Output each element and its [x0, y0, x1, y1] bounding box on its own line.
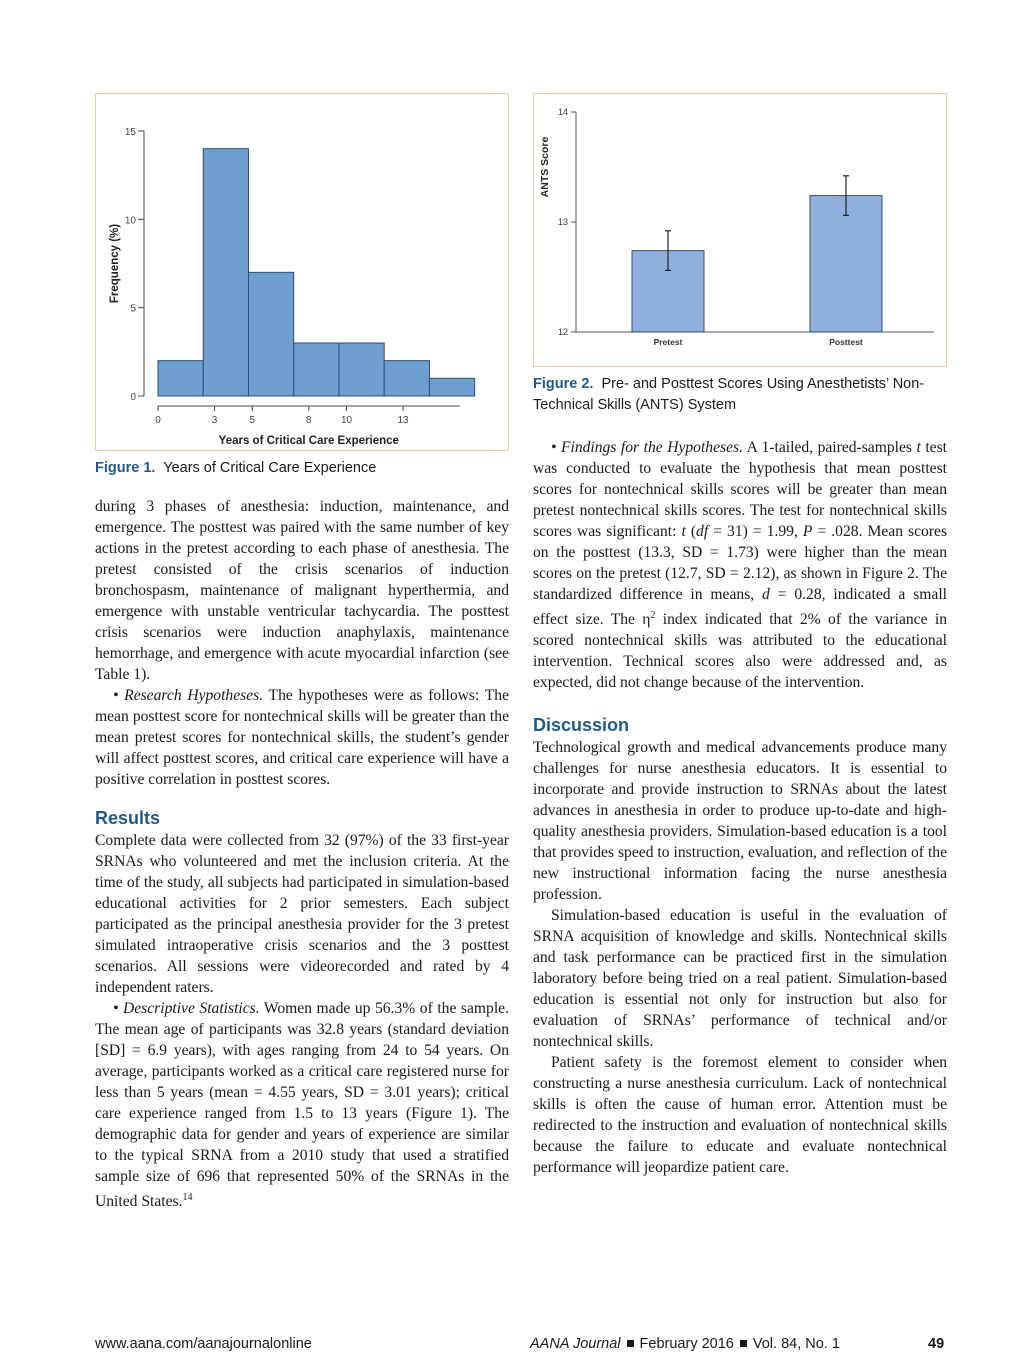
y-axis-label: ANTS Score — [539, 136, 551, 198]
figure1-histogram — [96, 94, 508, 450]
descriptive-statistics-text: Women made up 56.3% of the sample. The mean age of participants was 32.8 years (standard deviation [SD] = 6.9 years), with ages ranging from 24 to 54 years. On average, participants worked as a critical care registered nurse for less than 5 years (mean = 4.55 years, SD = 3.01 years); critical care experience ranged from 1.5 to 13 years (Figure 1). The demographic data for gender and years of experience are similar to the typical SRNA from a 2010 study that used a stratified sample size of 696 that represented 50% of the SRNAs in the United States. — [95, 1000, 509, 1211]
y-tick-label-3: 15 — [124, 127, 136, 138]
findings-text-g: index indicated that 2% of the variance in scored nontechnical skills was attributed to the educational intervention. Technical scores also were addressed and, as expected, did not change because of the intervention. — [533, 611, 947, 692]
x-tick-label-4: 10 — [340, 415, 353, 426]
x-tick-label-pretest: Pretest — [653, 337, 683, 347]
histogram-bar-2 — [248, 272, 293, 396]
right-paragraph-3: Simulation-based education is useful in the evaluation of SRNA acquisition of knowledge and skills. Nontechnical skills and task performance can be practiced first in the simulation laboratory before being tried on a real patient. Simulation-based education is essential not only for instruction but also for evaluation of SRNAs’ performance of technical and/or nontechnical skills. — [533, 907, 947, 1051]
research-hypotheses-text: The hypotheses were as follows: The mean posttest score for nontechnical skills will be greater than the mean pretest scores for nontechnical skills, the student’s gender will affect posttest scores, and critical care experience will have a positive correlation in posttest scores. — [95, 687, 509, 788]
left-column — [95, 93, 509, 1212]
histogram-bar-6 — [429, 378, 474, 396]
right-column — [533, 93, 947, 1178]
x-axis-label: Years of Critical Care Experience — [218, 435, 399, 447]
findings-text-d: = 31) = 1.99, — [708, 523, 803, 540]
left-paragraph-4 — [95, 998, 509, 1212]
figure1-label: Figure 1. — [95, 460, 156, 476]
findings-text-a: A 1-tailed, paired-samples — [742, 439, 917, 456]
histogram-bar-1 — [203, 149, 248, 396]
left-paragraph-2 — [95, 685, 509, 790]
findings-t: t — [916, 439, 921, 456]
histogram-bar-0 — [158, 361, 203, 396]
right-paragraph-1 — [533, 437, 947, 693]
square-bullet-icon — [740, 1340, 747, 1347]
footer-journal-name: AANA Journal — [530, 1336, 621, 1352]
histogram-bar-4 — [339, 343, 384, 396]
y-tick-label-1: 5 — [130, 303, 136, 315]
x-tick-label-1: 3 — [211, 415, 218, 426]
left-paragraph-3: Complete data were collected from 32 (97%) of the 33 first-year SRNAs who volunteered and met the inclusion criteria. At the time of the study, all subjects had participated in simulation-based educational activities for 2 prior semesters. Each subject participated as the principal anesthesia provider for the 3 pretest simulated intraoperative crisis scenarios and the 3 posttest scenarios. All sessions were videorecorded and rated by 4 independent raters. — [95, 832, 509, 996]
histogram-bar-5 — [384, 361, 429, 396]
findings-text-e: = .028. Mean scores on the posttest (13.3, SD = 1.73) were higher than the mean scores on the pretest (12.7, SD = 2.12), as shown in Figure 2. The standardized difference in means, — [533, 523, 948, 603]
y-tick-label-0: 0 — [130, 392, 136, 403]
footer-journal — [530, 1336, 840, 1352]
footer-volume: Vol. 84, No. 1 — [752, 1336, 840, 1352]
x-tick-label-posttest: Posttest — [829, 337, 863, 347]
findings-text-b: test was conducted to evaluate the hypothesis that mean posttest scores for nontechnical skills scores will be greater than mean pretest nontechnical skills scores. The test for nontechnical skills scores was significant: — [533, 439, 947, 540]
eta-squared-sup: 2 — [650, 610, 656, 621]
footer-url: www.aana.com/aanajournalonline — [95, 1336, 312, 1352]
figure2-bar-chart — [534, 94, 946, 366]
findings-d: d — [762, 586, 770, 603]
findings-text-c: ( — [685, 523, 697, 540]
findings-t2: t — [681, 523, 686, 540]
y-tick-label-2: 10 — [124, 215, 136, 227]
figure1-caption — [95, 458, 509, 479]
left-paragraph-1: during 3 phases of anesthesia: induction, maintenance, and emergence. The posttest was paired with the same number of key actions in the pretest according to each phase of anesthesia. The pretest consisted of the crisis scenarios of induction bronchospasm, maintenance of malignant hyperthermia, and emergence with unstable ventricular tachycardia. The posttest crisis scenarios were induction anaphylaxis, maintenance hemorrhage, and emergence with acute myocardial infarction (see Table 1). — [95, 498, 509, 683]
x-tick-label-5: 13 — [397, 415, 409, 426]
findings-p: P — [802, 523, 813, 540]
findings-text-f: = 0.28, indicated a small effect size. The η — [533, 586, 947, 629]
descriptive-statistics-lead: • Descriptive Statistics. — [113, 1000, 260, 1017]
figure2-caption — [533, 374, 947, 416]
figure1-caption-text: Years of Critical Care Experience — [163, 460, 377, 476]
right-paragraph-2: Technological growth and medical advancements produce many challenges for nurse anesthesia educators. It is essential to incorporate and provide instruction to SRNAs about the latest advances in anesthesia in order to produce up-to-date and high-quality anesthesia providers. Simulation-based education is a tool that provides speed to instruction, evaluation, and reflection of the new instructional information facing the nurse anesthesia profession. — [533, 739, 947, 904]
right-paragraph-4: Patient safety is the foremost element to consider when constructing a nurse anesthesia curriculum. Lack of nontechnical skills is often the cause of human error. Attention must be redirected to the instruction and evaluation of nontechnical skills because the failure to educate and evaluate nontechnical performance will jeopardize patient care. — [533, 1054, 947, 1177]
x-tick-label-0: 0 — [155, 415, 161, 426]
y-axis-label: Frequency (%) — [109, 223, 121, 304]
footer-date: February 2016 — [639, 1336, 734, 1352]
footer-page-number: 49 — [928, 1336, 945, 1352]
figure2-label: Figure 2. — [533, 376, 594, 392]
findings-df: df — [696, 523, 709, 540]
y-tick-label-2: 14 — [557, 107, 568, 117]
figure1-box — [95, 93, 509, 451]
findings-lead: • Findings for the Hypotheses. — [551, 439, 743, 456]
reference-14: 14 — [182, 1192, 193, 1203]
figure2-box — [533, 93, 947, 367]
discussion-heading: Discussion — [533, 715, 630, 736]
x-tick-label-2: 5 — [249, 415, 256, 426]
y-tick-label-1: 13 — [557, 217, 568, 227]
histogram-bar-3 — [294, 343, 339, 396]
y-tick-label-0: 12 — [557, 327, 568, 337]
x-tick-label-3: 8 — [306, 415, 312, 426]
research-hypotheses-lead: • Research Hypotheses. — [113, 687, 264, 704]
results-heading: Results — [95, 808, 161, 828]
square-bullet-icon — [627, 1340, 634, 1347]
bar-posttest — [810, 196, 882, 332]
figure2-caption-text: Pre- and Posttest Scores Using Anesthetists’ Non-Technical Skills (ANTS) System — [533, 376, 925, 413]
